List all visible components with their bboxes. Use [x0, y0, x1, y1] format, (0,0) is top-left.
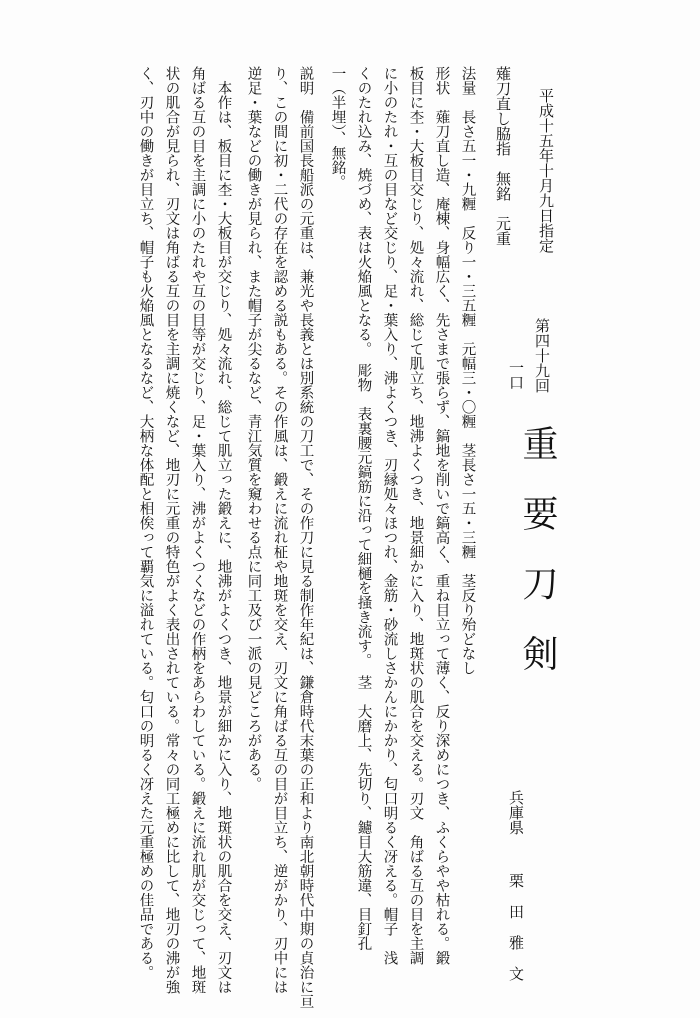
- page-title: 重要刀剣: [517, 425, 558, 705]
- body-line-3: 板目に杢・大板目交じり、処々流れ、総じて肌立ち、地沸よくつき、地景細かに入り、地斑状の肌合を交える。刃文 角ばる互の目を主調: [407, 66, 424, 965]
- body-line-8: り、この間に初・二代の存在を認める説もある。その作風は、鍛えに流れ柾や地斑を交え、刃文に角ばる互の目が目立ち、逆がかり、刃中には: [271, 66, 288, 994]
- body-line-1: 法量 長さ五一・九糎 反り一・三五糎 元幅三・〇糎 茎長さ一五・三糎 茎反り殆どなし: [459, 66, 476, 675]
- body-line-7: 説明 備前国長船派の元重は、兼光や長義とは別系統の刀工で、その作刀に見る制作年紀は、鎌倉時代末葉の正和より南北朝時代中期の貞治に亘: [297, 66, 314, 1009]
- body-line-4: に小のたれ・互の目など交じり、足・葉入り、沸よくつき、刃縁処々ほつれ、金筋・砂流しさかんにかかり、匂口明るく冴える。帽子 浅: [381, 66, 398, 965]
- item-name: 薙刀直し脇指 無銘 元重: [494, 66, 512, 246]
- body-line-6: 一（半埋）、無銘。: [329, 66, 346, 190]
- body-line-12: 状の肌合が見られ、刃文は角ばる互の目を主調に焼くなど、地刃に元重の特色がよく表出されている。常々の同工極めに比して、地刃の沸が強: [163, 66, 180, 994]
- body-line-13: く、刃中の働きが目立ち、帽子も火焔風となるなど、大柄な体配と相俟って覇気に溢れている。匂口の明るく冴えた元重極めの佳品である。: [137, 66, 154, 980]
- owner-name: 栗田雅文: [507, 873, 525, 997]
- body-line-2: 形状 薙刀直し造、庵棟、身幅広く、先さまで張らず、鎬地を削いで鎬高く、重ね目立って薄く、反り深めにつき、ふくらやや枯れる。鍛: [433, 66, 450, 965]
- item-count: 一口: [507, 360, 525, 390]
- body-line-5: くのたれ込み、焼づめ、表は火焔風となる。 彫物 表裏腰元鎬筋に沿って細樋を掻き流す。 茎 大磨上、先切り、鑢目大筋違、目釘孔: [355, 66, 372, 951]
- body-line-10: 本作は、板目に杢・大板目が交じり、処々流れ、総じて肌立った鍛えに、地沸がよくつき、地景が細かに入り、地斑状の肌合を交え、刃文は: [215, 66, 232, 994]
- designation-date: 平成十五年十月九日指定: [537, 88, 555, 253]
- session-number: 第四十九回: [533, 318, 551, 393]
- body-line-11: 角ばる互の目を主調に小のたれや互の目等が交じり、足・葉入り、沸がよくつくなどの作柄をあらわしている。鍛えに流れ肌が交じって、地斑: [189, 66, 206, 994]
- body-line-9: 逆足・葉などの働きが見られ、また帽子が尖るなど、青江気質を窺わせる点に同工及び一派の見どころがある。: [245, 66, 262, 791]
- owner-prefecture: 兵庫県: [507, 790, 525, 835]
